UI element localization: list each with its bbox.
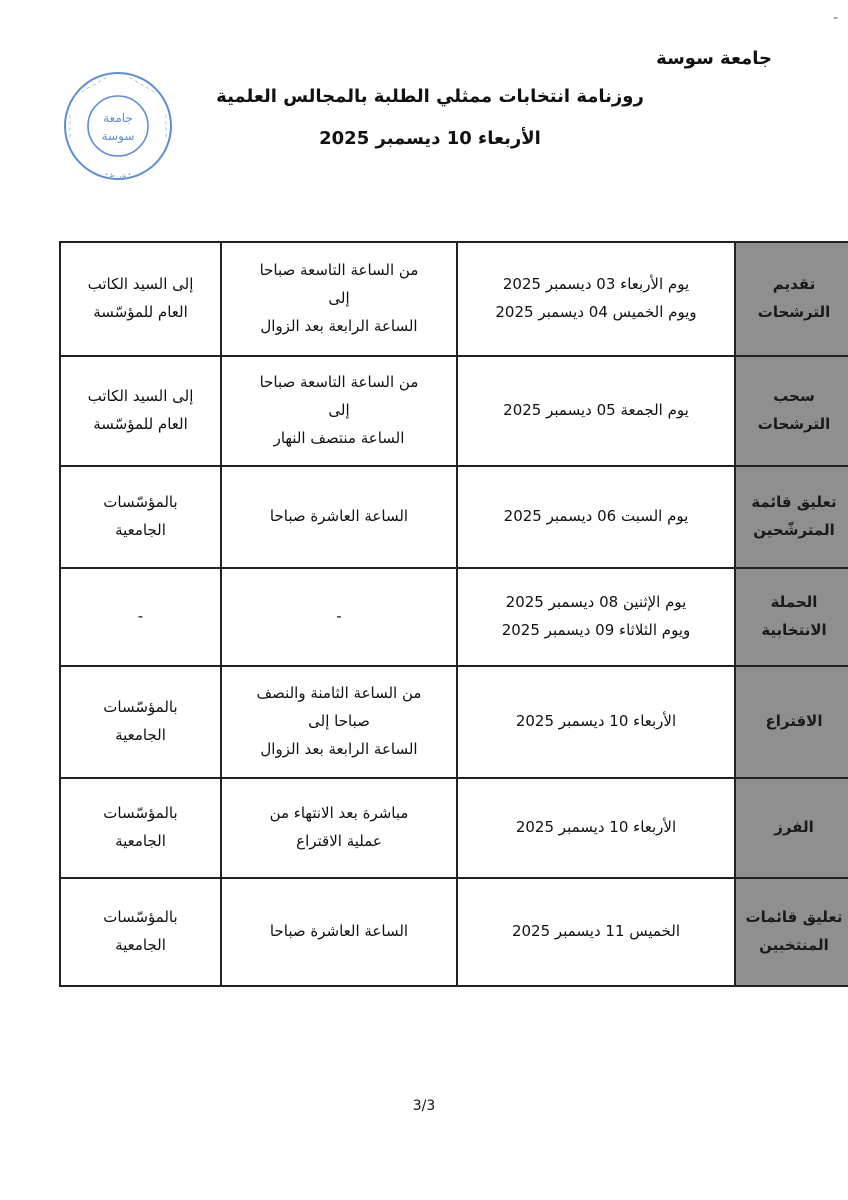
place-cell [60, 356, 221, 466]
date-cell-line: يوم الإثنين 08 ديسمبر 2025 [505, 593, 687, 612]
phase-label: تعليق قائمات المنتخبين [745, 908, 843, 954]
date-cell [457, 878, 735, 986]
time-cell-line: إلى [328, 401, 350, 420]
time-cell-line: إلى [328, 289, 350, 308]
place-cell-line: الجامعية [115, 936, 166, 954]
phase-cell [735, 778, 848, 878]
time-cell-line: الساعة العاشرة صباحا [269, 507, 409, 526]
phase-label: الفرز [774, 818, 814, 837]
table-row [60, 878, 848, 986]
place-cell-line: العام للمؤسّسة [93, 415, 188, 433]
place-cell-line: إلى السيد الكاتب [87, 275, 194, 294]
date-cell-line: الخميس 11 ديسمبر 2025 [511, 922, 681, 941]
time-cell [221, 878, 457, 986]
table-row [60, 568, 848, 666]
date-cell-line: يوم الجمعة 05 ديسمبر 2025 [503, 401, 689, 420]
table-row [60, 778, 848, 878]
date-cell-line: ويوم الثلاثاء 09 ديسمبر 2025 [501, 621, 691, 639]
phase-label: سحب الترشحات [757, 387, 831, 433]
time-cell [221, 666, 457, 778]
table-row [60, 666, 848, 778]
time-cell-line: من الساعة التاسعة صباحا [259, 261, 419, 280]
phase-cell [735, 242, 848, 356]
place-cell-line: بالمؤسّسات [103, 698, 178, 717]
university-stamp [62, 70, 174, 182]
page-subtitle: الأربعاء 10 ديسمبر 2025 [319, 128, 541, 149]
place-cell-line: العام للمؤسّسة [93, 303, 188, 321]
phase-label: تقديم الترشحات [757, 275, 831, 321]
place-cell-line: الجامعية [115, 521, 166, 539]
phase-cell [735, 466, 848, 568]
place-cell-line: إلى السيد الكاتب [87, 387, 194, 406]
place-cell [60, 666, 221, 778]
svg-text:~ ~ ~ ~: ~ ~ ~ ~ [68, 114, 74, 138]
date-cell-line: ويوم الخميس 04 ديسمبر 2025 [495, 303, 697, 321]
place-cell-line: الجامعية [115, 832, 166, 850]
corner-mark: - [832, 10, 838, 26]
place-cell [60, 466, 221, 568]
table-row [60, 466, 848, 568]
date-cell [457, 356, 735, 466]
place-cell-line: بالمؤسّسات [103, 804, 178, 823]
svg-text:* ش . ط *: * ش . ط * [104, 173, 132, 179]
time-cell-line: مباشرة بعد الانتهاء من [269, 804, 409, 823]
phase-label: تعليق قائمة المترشّحين [751, 493, 837, 539]
date-cell [457, 778, 735, 878]
time-cell-line: الساعة منتصف النهار [273, 428, 405, 447]
phase-cell [735, 878, 848, 986]
time-cell [221, 242, 457, 356]
svg-text:سوسة: سوسة [101, 129, 135, 143]
time-cell [221, 466, 457, 568]
place-cell [60, 878, 221, 986]
time-cell-line: عملية الاقتراع [296, 832, 382, 850]
page-number: 3/3 [412, 1098, 436, 1114]
place-cell [60, 568, 221, 666]
place-cell-line: الجامعية [115, 726, 166, 744]
date-cell-line: الأربعاء 10 ديسمبر 2025 [515, 818, 677, 837]
svg-text:جامعة: جامعة [103, 111, 133, 125]
time-cell-line: الساعة العاشرة صباحا [269, 922, 409, 941]
time-cell-line: - [336, 607, 342, 626]
date-cell [457, 666, 735, 778]
time-cell [221, 568, 457, 666]
phase-cell [735, 568, 848, 666]
time-cell-line: الساعة الرابعة بعد الزوال [260, 739, 418, 758]
phase-label: الحملة الانتخابية [761, 593, 827, 639]
table-row [60, 242, 848, 356]
table-row [60, 356, 848, 466]
university-name: جامعة سوسة [656, 48, 772, 69]
date-cell [457, 242, 735, 356]
place-cell-line: - [137, 607, 144, 626]
time-cell [221, 356, 457, 466]
time-cell-line: من الساعة التاسعة صباحا [259, 373, 419, 392]
date-cell-line: الأربعاء 10 ديسمبر 2025 [515, 712, 677, 731]
phase-label: الاقتراع [765, 712, 823, 731]
date-cell [457, 568, 735, 666]
place-cell [60, 778, 221, 878]
time-cell-line: من الساعة الثامنة والنصف [256, 684, 422, 703]
date-cell-line: يوم السبت 06 ديسمبر 2025 [503, 507, 689, 526]
svg-text:~ ~ ~ ~: ~ ~ ~ ~ [162, 114, 168, 138]
svg-text:~ ~ ~ ~ ~: ~ ~ ~ ~ ~ [79, 75, 110, 96]
phase-cell [735, 356, 848, 466]
date-cell-line: يوم الأربعاء 03 ديسمبر 2025 [502, 275, 690, 294]
time-cell-line: الساعة الرابعة بعد الزوال [260, 316, 418, 335]
page-title: روزنامة انتخابات ممثلي الطلبة بالمجالس العلمية [216, 86, 644, 107]
place-cell-line: بالمؤسّسات [103, 493, 178, 512]
time-cell [221, 778, 457, 878]
time-cell-line: صباحا إلى [308, 712, 370, 731]
place-cell [60, 242, 221, 356]
date-cell [457, 466, 735, 568]
svg-text:~ ~ ~ ~ ~: ~ ~ ~ ~ ~ [126, 75, 157, 96]
election-calendar-table [59, 241, 848, 987]
place-cell-line: بالمؤسّسات [103, 908, 178, 927]
phase-cell [735, 666, 848, 778]
